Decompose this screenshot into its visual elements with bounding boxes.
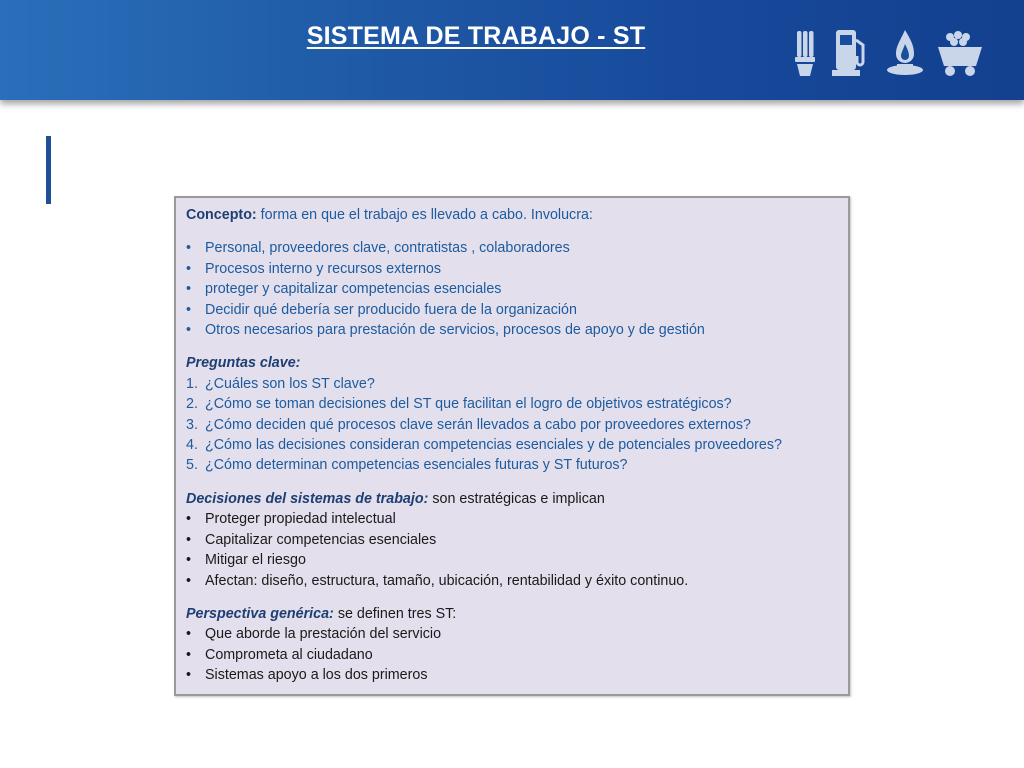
list-item: • Comprometa al ciudadano xyxy=(186,646,373,663)
question-item: 5. ¿Cómo determinan competencias esenciales futuras y ST futuros? xyxy=(186,457,628,474)
light-bulb-icon xyxy=(788,28,822,80)
header-icons xyxy=(788,28,988,80)
header-bar xyxy=(0,0,1024,100)
question-item: 4. ¿Cómo las decisiones consideran competencias esenciales y de potenciales proveedores? xyxy=(186,437,782,454)
accent-bar xyxy=(46,136,51,204)
fuel-pump-icon xyxy=(830,28,870,80)
concept-text: forma en que el trabajo es llevado a cabo. Involucra: xyxy=(260,207,593,223)
questions-heading: Preguntas clave: xyxy=(186,355,301,372)
list-item: • Mitigar el riesgo xyxy=(186,552,306,569)
list-item: • Que aborde la prestación del servicio xyxy=(186,626,442,643)
question-item: 3. ¿Cómo deciden qué procesos clave serán llevados a cabo por proveedores externos? xyxy=(186,416,751,433)
list-item: • Decidir qué debería ser producido fuera de la organización xyxy=(186,301,577,318)
content-box xyxy=(174,196,850,696)
gas-flame-icon xyxy=(884,28,926,80)
list-item: • Capitalizar competencias esenciales xyxy=(186,531,437,548)
question-item: 1. ¿Cuáles son los ST clave? xyxy=(186,375,375,392)
list-item: • Personal, proveedores clave, contratistas , colaboradores xyxy=(186,240,570,257)
list-item: • Afectan: diseño, estructura, tamaño, ubicación, rentabilidad y éxito continuo. xyxy=(186,572,689,589)
list-item: • Procesos interno y recursos externos xyxy=(186,260,442,277)
list-item: • Otros necesarios para prestación de servicios, procesos de apoyo y de gestión xyxy=(186,322,705,339)
coal-cart-icon xyxy=(936,28,984,80)
concept-label: Concepto: xyxy=(186,207,257,223)
perspective-line: Perspectiva genérica: se definen tres ST: xyxy=(186,605,457,622)
question-item: 2. ¿Cómo se toman decisiones del ST que facilitan el logro de objetivos estratégicos? xyxy=(186,396,732,413)
concept-line xyxy=(186,205,842,225)
decisions-line: Decisiones del sistemas de trabajo: son estratégicas e implican xyxy=(186,490,605,507)
list-item: • proteger y capitalizar competencias esenciales xyxy=(186,281,502,298)
page-title: SISTEMA DE TRABAJO - ST xyxy=(306,22,646,50)
list-item: • Sistemas apoyo a los dos primeros xyxy=(186,667,428,684)
content-text xyxy=(186,205,842,686)
list-item: • Proteger propiedad intelectual xyxy=(186,511,396,528)
